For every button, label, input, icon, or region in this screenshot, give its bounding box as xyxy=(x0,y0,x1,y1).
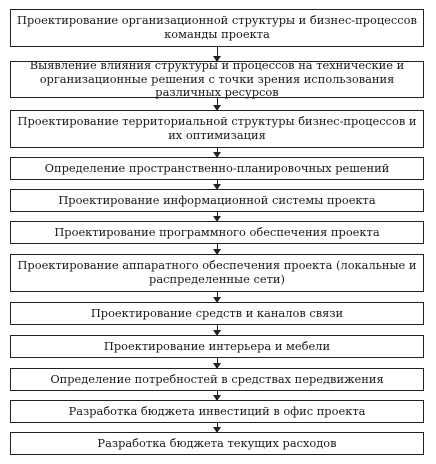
down-arrow xyxy=(217,358,218,368)
step-label: Разработка бюджета инвестиций в офис проекта xyxy=(68,403,366,418)
step-label: Проектирование аппаратного обеспечения проекта (локальные и распределенные сети) xyxy=(17,258,417,286)
step-box xyxy=(10,157,424,180)
down-arrow xyxy=(217,292,218,302)
step-label: Разработка бюджета текущих расходов xyxy=(97,435,337,450)
down-arrow xyxy=(217,212,218,221)
down-arrow xyxy=(217,148,218,157)
down-arrow xyxy=(217,423,218,432)
step-label: Определение потребностей в средствах передвижения xyxy=(50,371,384,386)
step-label: Проектирование средств и каналов связи xyxy=(90,305,344,320)
step-label: Выявление влияния структуры и процессов на технические и организационные решения с точки зрения использования различных ресурсов xyxy=(29,57,405,100)
step-box xyxy=(10,9,424,47)
step-box xyxy=(10,335,424,358)
step-label: Проектирование программного обеспечения проекта xyxy=(54,224,380,239)
step-box xyxy=(10,221,424,244)
step-box xyxy=(10,432,424,455)
step-label: Проектирование территориальной структуры бизнес-процессов и их оптимизация xyxy=(17,114,417,142)
step-box xyxy=(10,302,424,325)
step-label: Проектирование информационной системы проекта xyxy=(58,192,376,207)
down-arrow xyxy=(217,244,218,254)
step-label: Проектирование интерьера и мебели xyxy=(103,338,331,353)
down-arrow xyxy=(217,391,218,400)
down-arrow xyxy=(217,325,218,335)
step-box xyxy=(10,110,424,148)
step-label: Проектирование организационной структуры и бизнес-процессов команды проекта xyxy=(17,13,417,41)
down-arrow xyxy=(217,98,218,110)
step-box xyxy=(10,189,424,212)
step-box xyxy=(10,254,424,292)
down-arrow xyxy=(217,180,218,189)
step-box xyxy=(10,368,424,391)
step-box xyxy=(10,57,424,100)
step-label: Определение пространственно-планировочных решений xyxy=(44,160,390,175)
step-box xyxy=(10,400,424,423)
